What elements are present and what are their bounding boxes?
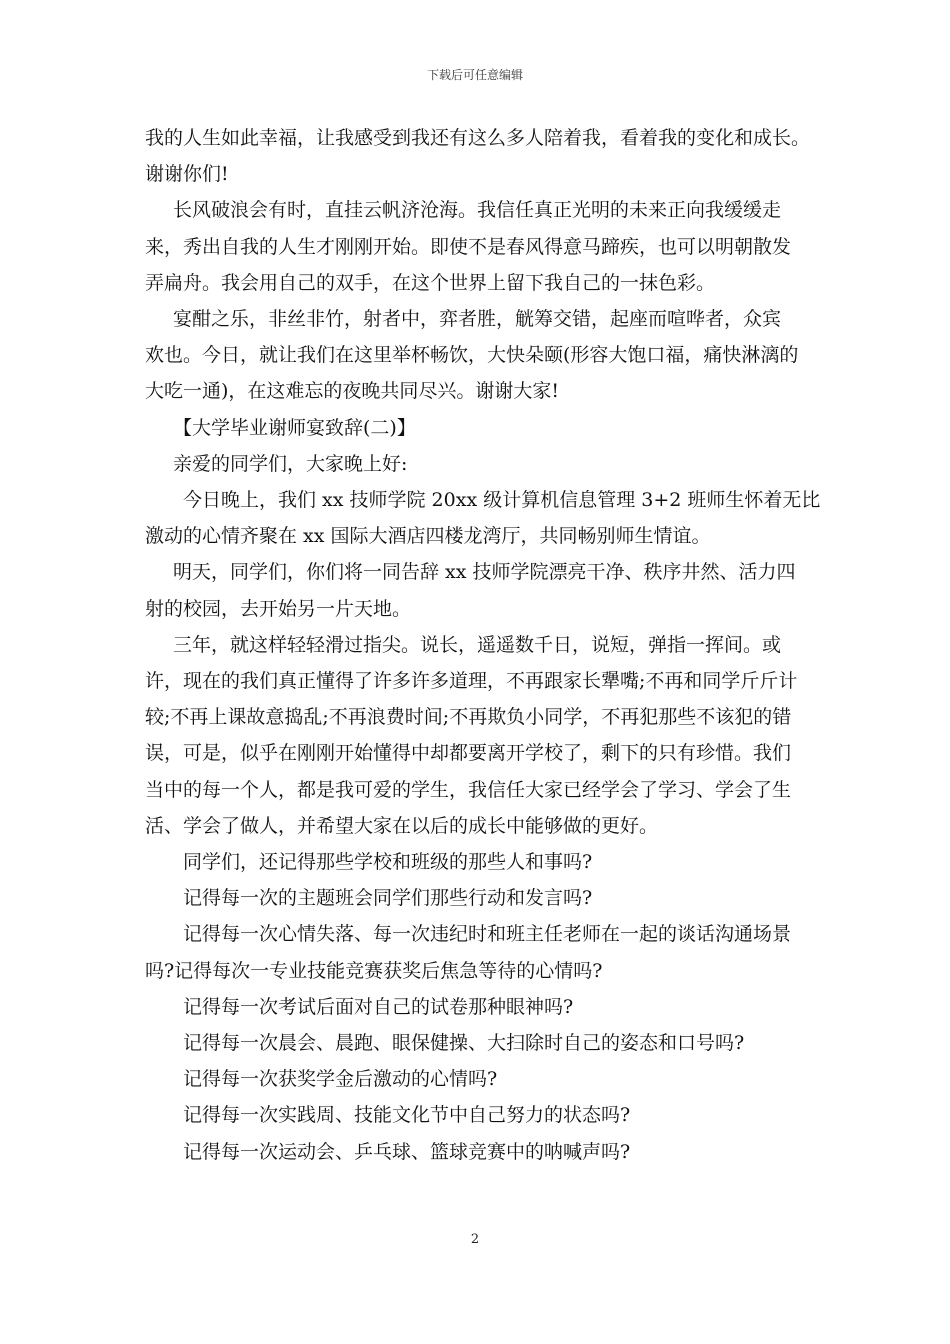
text-line: 记得每一次的主题班会同学们那些行动和发言吗? [183,887,593,910]
text-line: 较;不再上课故意捣乱;不再浪费时间;不再欺负小同学，不再犯那些不该犯的错 [145,706,792,729]
text-line: 欢也。今日，就让我们在这里举杯畅饮，大快朵颐(形容大饱口福，痛快淋漓的 [145,344,799,367]
text-line: 记得每一次实践周、技能文化节中自己努力的状态吗? [183,1104,631,1127]
text-line: 记得每一次运动会、乒乓球、篮球竞赛中的呐喊声吗? [183,1140,631,1163]
text-line: 当中的每一个人，都是我可爱的学生，我信任大家已经学会了学习、学会了生 [145,778,792,801]
text-line: 谢谢你们! [145,163,229,186]
text-line: 活、学会了做人，并希望大家在以后的成长中能够做的更好。 [145,814,659,837]
text-line: 三年，就这样轻轻滑过指尖。说长，遥遥数千日，说短，弹指一挥间。或 [173,633,782,656]
text-line: 误，可是，似乎在刚刚开始懂得中却都要离开学校了，剩下的只有珍惜。我们 [145,742,792,765]
page-header-note: 下载后可任意编辑 [426,68,523,82]
text-line: 记得每一次心情失落、每一次违纪时和班主任老师在一起的谈话沟通场景 [183,923,792,946]
text-line: 来，秀出自我的人生才刚刚开始。即使不是春风得意马蹄疾，也可以明朝散发 [145,235,792,258]
text-line: 我的人生如此幸福，让我感受到我还有这么多人陪着我，看着我的变化和成长。 [145,127,811,149]
text-line: 许，现在的我们真正懂得了许多许多道理，不再跟家长犟嘴;不再和同学斤斤计 [145,670,798,693]
text-line: 长风破浪会有时，直挂云帆济沧海。我信任真正光明的未来正向我缓缓走 [173,199,782,222]
section-heading: 【大学毕业谢师宴致辞(二)】 [173,416,416,439]
text-line: 同学们，还记得那些学校和班级的那些人和事吗? [183,851,593,874]
text-line: 记得每一次获奖学金后激动的心情吗? [183,1068,498,1091]
text-line: 今日晚上，我们 xx 技师学院 20xx 级计算机信息管理 3+2 班师生怀着无比 [183,489,821,512]
text-line: 弄扁舟。我会用自己的双手，在这个世界上留下我自己的一抹色彩。 [145,271,716,294]
text-line: 明天，同学们，你们将一同告辞 xx 技师学院漂亮干净、秩序井然、活力四 [173,561,796,584]
text-line: 记得每一次晨会、晨跑、眼保健操、大扫除时自己的姿态和口号吗? [183,1032,745,1055]
text-line: 宴酣之乐，非丝非竹，射者中，弈者胜，觥筹交错，起座而喧哗者，众宾 [173,308,782,331]
text-line: 激动的心情齐聚在 xx 国际大酒店四楼龙湾厅，共同畅别师生情谊。 [145,525,711,548]
text-line: 射的校园，去开始另一片天地。 [145,597,412,620]
salutation: 亲爱的同学们，大家晚上好: [173,452,408,475]
text-line: 记得每一次考试后面对自己的试卷那种眼神吗? [183,995,574,1018]
text-line: 吗?记得每次一专业技能竞赛获奖后焦急等待的心情吗? [145,959,603,982]
document-body [145,120,825,1170]
page-number: 2 [470,1232,480,1247]
text-line: 大吃一通)，在这难忘的夜晚共同尽兴。谢谢大家! [145,380,560,403]
